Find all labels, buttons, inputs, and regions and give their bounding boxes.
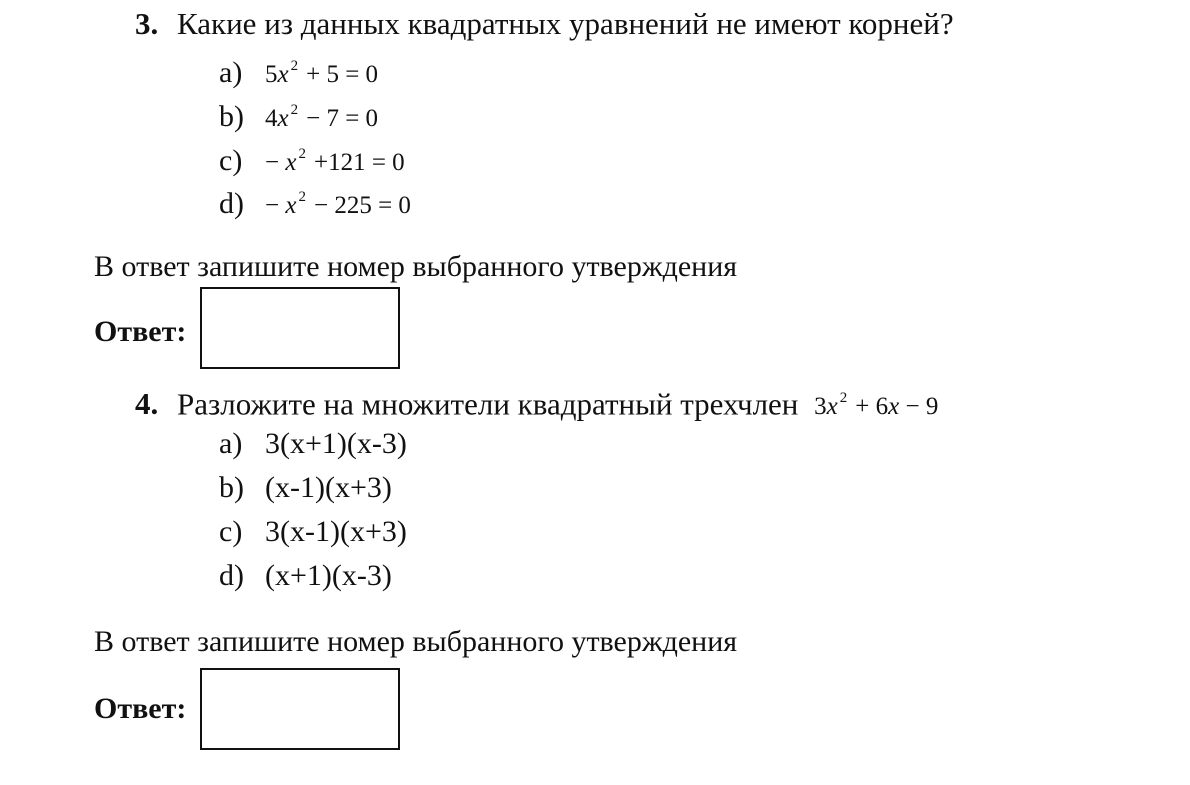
option-equation: − x $^2$ − 225 = 0 — [265, 189, 411, 220]
question-3-option-d — [219, 183, 411, 223]
option-letter: b) — [219, 471, 244, 504]
option-value: (x+1)(x-3) — [265, 559, 392, 592]
option-letter: d) — [219, 559, 244, 592]
question-3-instruction: В ответ запишите номер выбранного утверждения — [94, 250, 738, 283]
option-equation: 5x $^2$ + 5 = 0 — [265, 58, 379, 89]
question-4-answer-box[interactable] — [200, 668, 400, 750]
option-letter: a) — [219, 427, 243, 460]
question-3-title — [135, 6, 954, 42]
question-4-option-c — [219, 515, 407, 549]
option-equation: − x $^2$ +121 = 0 — [265, 146, 405, 177]
question-3-option-b — [219, 96, 378, 136]
question-4-answer-label: Ответ: — [94, 692, 187, 725]
option-letter: c) — [219, 515, 243, 548]
question-3-number: 3. — [135, 6, 159, 41]
question-3-text: Какие из данных квадратных уравнений не имеют корней? — [177, 6, 954, 41]
question-4-option-b — [219, 471, 392, 505]
question-4-instruction: В ответ запишите номер выбранного утверждения — [94, 625, 738, 658]
option-letter: a) — [219, 56, 243, 90]
option-letter: d) — [219, 187, 244, 221]
option-value: (x-1)(x+3) — [265, 471, 392, 504]
question-3-answer-box[interactable] — [200, 287, 400, 369]
option-equation: 4x $^2$ − 7 = 0 — [265, 102, 379, 133]
option-value: 3(x+1)(x-3) — [265, 427, 407, 460]
option-letter: c) — [219, 144, 243, 178]
question-4-text: Разложите на множители квадратный трехчлен — [177, 386, 799, 422]
question-4-option-d — [219, 559, 392, 593]
question-4-option-a — [219, 427, 407, 461]
question-4-expression: 3x $^2$ + 6x − 9 — [814, 390, 939, 421]
question-3-option-c — [219, 140, 405, 180]
option-value: 3(x-1)(x+3) — [265, 515, 407, 548]
option-letter: b) — [219, 100, 244, 134]
question-4-title — [135, 383, 938, 425]
question-3-answer-label: Ответ: — [94, 315, 187, 348]
question-3-option-a — [219, 52, 378, 92]
question-4-number: 4. — [135, 386, 159, 422]
